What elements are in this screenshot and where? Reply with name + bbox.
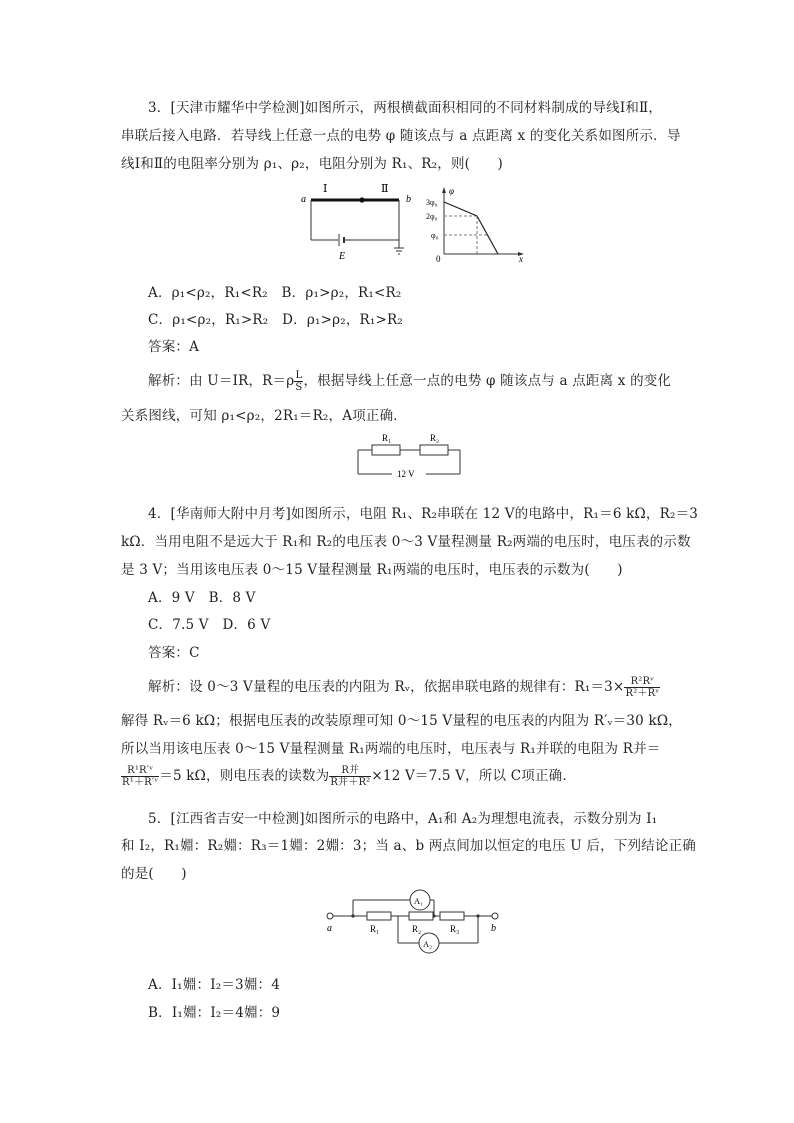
q5-circuit-figure (320, 886, 505, 966)
q5-line-3: 的是( ) (121, 866, 187, 882)
label-12V: 12 V (397, 469, 415, 479)
label-E: E (339, 251, 346, 262)
q3-line-3: 线Ⅰ和Ⅱ的电阻率分别为 ρ₁、ρ₂，电阻分别为 R₁、R₂，则( ) (121, 156, 503, 172)
label-wire-II: Ⅱ (381, 183, 389, 195)
q3-options-ab: A．ρ₁<ρ₂，R₁<R₂ B．ρ₁>ρ₂，R₁<R₂ (148, 285, 402, 301)
q3-analysis-text-a: 解析：由 U＝IR，R＝ρ (148, 373, 295, 389)
q4-options-cd: C．7.5 V D．6 V (148, 617, 271, 633)
q3-analysis-text-b: ，根据导线上任意一点的电势 φ 随该点与 a 点距离 x 的变化 (303, 373, 672, 389)
label-b: b (406, 194, 411, 205)
label-phi-axis: φ (449, 186, 454, 196)
q3-line-2: 串联后接入电路．若导线上任意一点的电势 φ 随该点与 a 点距离 x 的变化关系如图所示．导 (121, 128, 681, 144)
label-R3: R₃ (450, 924, 460, 934)
q3-answer: 答案：A (148, 339, 200, 355)
label-a: a (301, 194, 306, 205)
q4-analysis-line-4 (121, 764, 576, 788)
label-b: b (491, 923, 496, 934)
q4-line-3: 是 3 V；当用该电压表 0～15 V量程测量 R₁两端的电压时，电压表的示数为( ) (121, 562, 623, 578)
tick-2phi0: 2φ₀ (426, 212, 438, 221)
q4-analysis-text-b: ×12 V＝7.5 V，所以 C项正确． (371, 768, 577, 784)
q4-line-2: kΩ．当用电阻不是远大于 R₁和 R₂的电压表 0～3 V量程测量 R₂两端的电压时，电压表的示数 (121, 534, 691, 550)
fraction-R2RV: $\frac{\text{R²Rᵛ}}{\text{R²＋Rᵛ}}$ (625, 676, 660, 699)
label-R1: R₁ (370, 924, 380, 934)
q3-line-1: 3．[天津市耀华中学检测]如图所示，两根横截面积相同的不同材料制成的导线Ⅰ和Ⅱ， (148, 100, 663, 116)
q4-analysis-line-3: 所以当用该电压表 0～15 V量程测量 R₁两端的电压时，电压表与 R₁并联的电阻为 R并＝ (121, 741, 661, 757)
q3-potential-graph (425, 184, 530, 264)
label-R2: R₂ (430, 433, 440, 443)
q5-option-b: B．I₁婣：I₂＝4婣：9 (148, 1005, 281, 1021)
q3-analysis-line-1 (148, 369, 671, 393)
fraction-L-over-S: $\frac{L}{S}$ (295, 370, 303, 393)
label-wire-I: Ⅰ (323, 183, 328, 195)
q3-analysis-line-2: 关系图线，可知 ρ₁<ρ₂，2R₁＝R₂，A项正确． (121, 408, 407, 424)
q4-analysis-text-a: 解析：设 0～3 V量程的电压表的内阻为 Rᵥ，依据串联电路的规律有：R₁＝3× (148, 679, 625, 695)
label-a: a (327, 923, 332, 934)
q3-options-cd: C．ρ₁<ρ₂，R₁>R₂ D．ρ₁>ρ₂，R₁>R₂ (148, 312, 403, 328)
q4-line-1: 4．[华南师大附中月考]如图所示，电阻 R₁、R₂串联在 12 V的电路中，R₁＝6 kΩ，R₂＝3 (148, 506, 699, 522)
q4-circuit-figure (352, 430, 467, 486)
q4-analysis-line-2: 解得 Rᵥ＝6 kΩ；根据电压表的改装原理可知 0～15 V量程的电压表的内阻为 R′ᵥ＝30 kΩ， (121, 713, 682, 729)
tick-origin: 0 (436, 254, 441, 264)
ammeter-A2-label: A₂ (423, 939, 433, 949)
q3-circuit-figure (296, 178, 421, 262)
label-R1: R₁ (382, 433, 392, 443)
fraction-Rparallel: $\frac{\text{R并}}{\text{R并＋R²}}$ (330, 765, 371, 788)
q4-options-ab: A．9 V B．8 V (148, 590, 256, 606)
tick-3phi0: 3φ₀ (426, 198, 438, 207)
q4-answer: 答案：C (148, 645, 200, 661)
q5-line-2: 和 I₂，R₁婣：R₂婣：R₃＝1婣：2婣：3；当 a、b 两点间加以恒定的电压 U 后，下列结论正确 (121, 838, 696, 854)
label-R2: R₂ (412, 924, 422, 934)
q5-option-a: A．I₁婣：I₂＝3婣：4 (148, 977, 281, 993)
q4-analysis-text-a: ＝5 kΩ，则电压表的读数为 (159, 768, 330, 784)
tick-phi0: φ₀ (431, 231, 439, 240)
fraction-R1RV: $\frac{\text{R¹R′ᵛ}}{\text{R¹＋R′ᵛ}}$ (122, 765, 159, 788)
ammeter-A1-label: A₁ (414, 896, 424, 906)
q4-analysis-line-1 (148, 675, 660, 699)
q5-line-1: 5．[江西省吉安一中检测]如图所示的电路中，A₁和 A₂为理想电流表，示数分别为 I₁ (148, 811, 658, 827)
label-x-axis: x (519, 254, 523, 264)
